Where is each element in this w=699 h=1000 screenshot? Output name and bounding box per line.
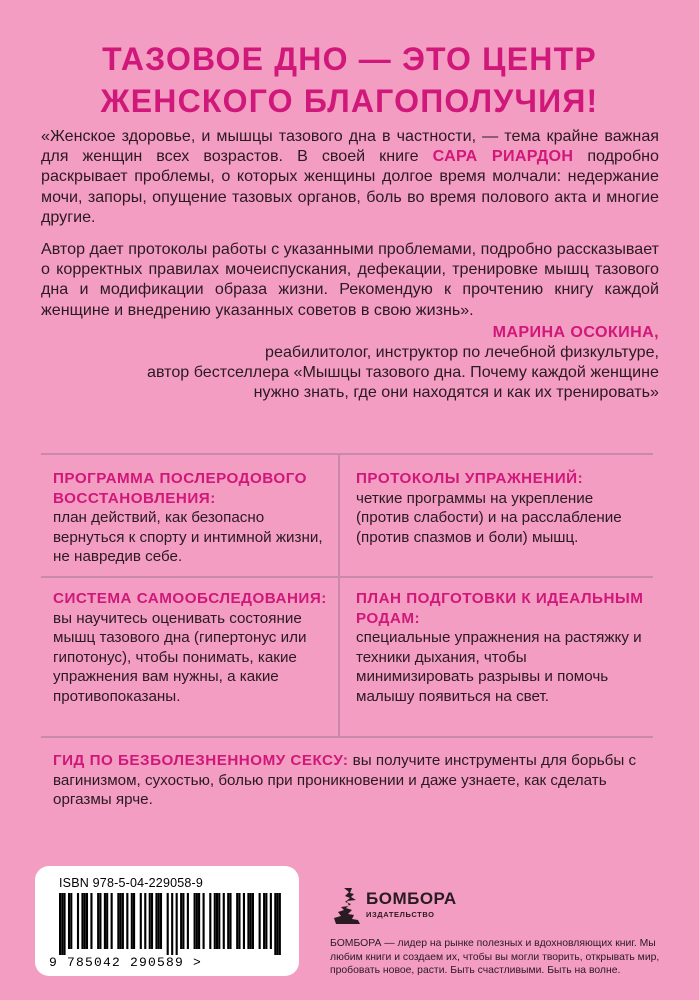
barcode-bar bbox=[250, 893, 252, 949]
barcode-bar bbox=[187, 893, 189, 949]
reviewer-title-line-1: реабилитолог, инструктор по лечебной физкультуре, bbox=[265, 343, 659, 362]
divider bbox=[41, 576, 653, 578]
isbn-label: ISBN 978-5-04-229058-9 bbox=[59, 876, 204, 890]
barcode-bar bbox=[180, 893, 182, 949]
feature-title: СИСТЕМА САМООБСЛЕДОВАНИЯ: bbox=[53, 590, 327, 607]
quote-paragraph-1 bbox=[41, 126, 659, 227]
barcode-bar bbox=[247, 893, 249, 949]
barcode-bar bbox=[68, 893, 70, 949]
feature-protocols bbox=[356, 469, 646, 547]
quote-p1-end: подробно раскрывает проблемы, о которых женщины долгое время молчали: недержание мочи, запоры, опущение тазовых органов, боль во время полового акта и многие другие. bbox=[41, 147, 659, 226]
barcode-bar bbox=[61, 893, 63, 955]
barcode-bar bbox=[144, 893, 146, 949]
publisher-logo-name: БОМБОРА bbox=[366, 889, 457, 908]
divider bbox=[41, 736, 653, 738]
publisher-blurb: БОМБОРА — лидер на рынке полезных и вдохновляющих книг. Мы любим книги и создаем их, чтобы вы могли творить, открывать мир, пробовать новое, расти. Быть счастливыми. Быть на волне. bbox=[330, 938, 660, 977]
feature-birth-plan bbox=[356, 589, 646, 707]
feature-text: специальные упражнения на растяжку и техники дыхания, чтобы минимизировать разрывы и помочь малышу появиться на свет. bbox=[356, 629, 642, 705]
reviewer-title-line-3: нужно знать, где они находятся и как их тренировать» bbox=[253, 383, 659, 402]
barcode-bar bbox=[274, 893, 276, 955]
feature-text: план действий, как безопасно вернуться к спорту и интимной жизни, не навредив себе. bbox=[53, 509, 323, 566]
reviewer-name: МАРИНА ОСОКИНА, bbox=[492, 322, 659, 341]
barcode-digits: 9 785042 290589 > bbox=[49, 955, 203, 970]
barcode-bar bbox=[203, 893, 205, 949]
barcode-bar bbox=[279, 893, 281, 955]
feature-self-exam bbox=[53, 589, 333, 707]
barcode-bar bbox=[218, 893, 220, 949]
barcode-bar bbox=[63, 893, 65, 955]
barcode-bar bbox=[160, 893, 162, 949]
barcode-bar bbox=[236, 893, 238, 949]
feature-title: ПЛАН ПОДГОТОВКИ К ИДЕАЛЬНЫМ РОДАМ: bbox=[356, 590, 644, 627]
quote-signature bbox=[41, 322, 659, 403]
barcode-bar bbox=[243, 893, 245, 949]
barcode-bar bbox=[84, 893, 86, 949]
barcode-bar bbox=[97, 893, 99, 949]
feature-guide bbox=[53, 751, 648, 810]
feature-text: вы научитесь оценивать состояние мышц тазового дна (гипертонус или гипотонус), чтобы понимать, какие упражнения вам нужны, а какие противопоказаны. bbox=[53, 609, 307, 705]
barcode-bar bbox=[122, 893, 124, 949]
barcode-bar bbox=[59, 893, 61, 955]
features-grid bbox=[41, 453, 653, 824]
barcode-bar bbox=[149, 893, 151, 949]
barcode-bar bbox=[86, 893, 88, 949]
barcode-bar bbox=[133, 893, 135, 949]
barcode-bar bbox=[265, 893, 267, 949]
barcode-bar bbox=[194, 893, 196, 949]
feature-title: ПРОГРАММА ПОСЛЕРОДОВОГО ВОССТАНОВЛЕНИЯ: bbox=[53, 470, 307, 507]
barcode-bar bbox=[140, 893, 142, 949]
barcode-bar bbox=[111, 893, 113, 949]
barcode-bar bbox=[263, 893, 265, 949]
feature-title: ГИД ПО БЕЗБОЛЕЗНЕННОМУ СЕКСУ: bbox=[53, 752, 349, 769]
barcode-bar bbox=[229, 893, 231, 949]
bombora-lighthouse-icon bbox=[330, 884, 370, 928]
barcode-bar bbox=[126, 893, 128, 949]
barcode bbox=[59, 893, 281, 955]
barcode-bar bbox=[223, 893, 225, 949]
book-author-name: САРА РИАРДОН bbox=[432, 147, 574, 166]
quote-p1-start: «Женское здоровье, и мышцы тазового дна в частности, — тема крайне важная для женщин всех возрастов. В своей книге bbox=[41, 127, 659, 166]
headline-line-2: ЖЕНСКОГО БЛАГОПОЛУЧИЯ! bbox=[100, 83, 599, 119]
reviewer-title-line-2: автор бестселлера «Мышцы тазового дна. Почему каждой женщине bbox=[147, 363, 659, 382]
barcode-bar bbox=[196, 893, 198, 949]
barcode-bar bbox=[167, 893, 169, 955]
barcode-bar bbox=[227, 893, 229, 949]
barcode-bar bbox=[120, 893, 122, 949]
barcode-bar bbox=[131, 893, 133, 949]
headline-line-1: ТАЗОВОЕ ДНО — ЭТО ЦЕНТР bbox=[102, 41, 597, 77]
barcode-bar bbox=[238, 893, 240, 949]
barcode-bar bbox=[216, 893, 218, 949]
publisher-logo-sub: ИЗДАТЕЛЬСТВО bbox=[366, 910, 435, 919]
barcode-bar bbox=[270, 893, 272, 949]
barcode-bar bbox=[70, 893, 72, 949]
barcode-bar bbox=[151, 893, 153, 949]
barcode-bar bbox=[171, 893, 173, 955]
feature-text: вы получите инструменты для борьбы с вагинизмом, сухостью, болью при проникновении и даже узнаете, как сделать оргазмы ярче. bbox=[53, 752, 637, 809]
barcode-bar bbox=[198, 893, 200, 949]
barcode-bar bbox=[99, 893, 101, 949]
barcode-bar bbox=[117, 893, 119, 949]
feature-text: четкие программы на укрепление (против слабости) и на расслабление (против спазмов и боли) мышц. bbox=[356, 489, 622, 546]
barcode-bar bbox=[155, 893, 157, 949]
barcode-bar bbox=[77, 893, 79, 949]
divider bbox=[41, 453, 653, 455]
barcode-bar bbox=[182, 893, 184, 949]
headline bbox=[0, 38, 699, 122]
review-quote bbox=[41, 126, 659, 403]
feature-postpartum bbox=[53, 469, 333, 567]
quote-paragraph-2: Автор дает протоколы работы с указанными проблемами, подробно рассказывает о корректных правилах мочеиспускания, дефекации, тренировке мышц тазового дна и модификации образа жизни. Рекомендую к прочтению книгу каждой женщине и внедрению указанных советов в свою жизнь». bbox=[41, 240, 659, 319]
barcode-bar bbox=[104, 893, 106, 949]
barcode-bar bbox=[158, 893, 160, 949]
barcode-panel bbox=[35, 866, 299, 976]
divider bbox=[338, 453, 340, 736]
feature-title: ПРОТОКОЛЫ УПРАЖНЕНИЙ: bbox=[356, 470, 584, 487]
barcode-bar bbox=[90, 893, 92, 949]
barcode-bar bbox=[214, 893, 216, 949]
barcode-bar bbox=[259, 893, 261, 949]
barcode-bar bbox=[176, 893, 178, 955]
barcode-bar bbox=[252, 893, 254, 949]
barcode-bar bbox=[106, 893, 108, 949]
barcode-bar bbox=[81, 893, 83, 949]
barcode-bar bbox=[209, 893, 211, 949]
barcode-bar bbox=[277, 893, 279, 955]
